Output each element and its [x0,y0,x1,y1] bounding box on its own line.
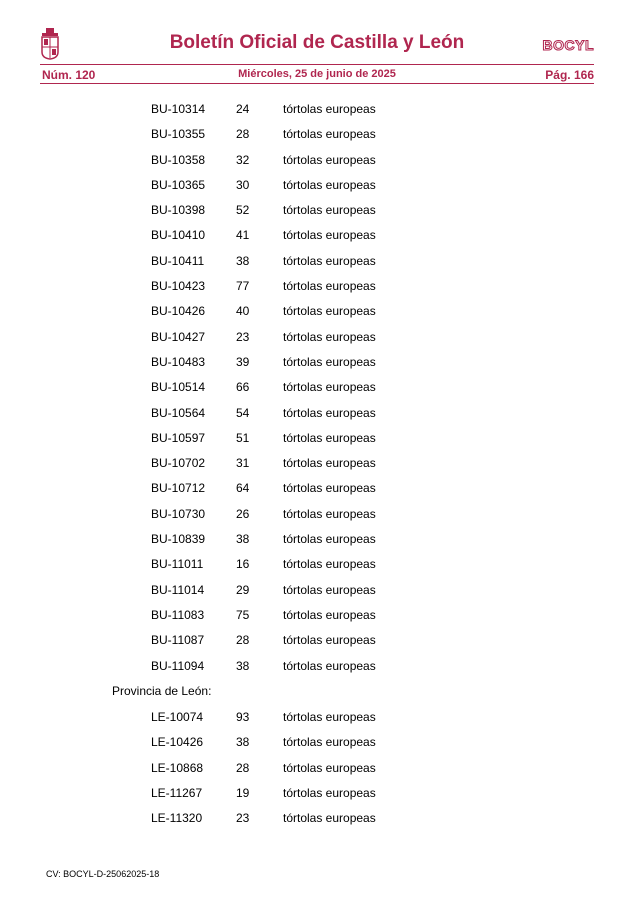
table-row [0,455,634,480]
species-name: tórtolas europeas [283,658,376,673]
bird-count: 38 [236,532,250,547]
table-row [0,531,634,556]
bird-count: 19 [236,785,250,800]
area-code: BU-10483 [151,354,206,369]
species-name: tórtolas europeas [283,456,376,471]
table-row [0,354,634,379]
bird-count: 38 [236,658,250,673]
species-name: tórtolas europeas [283,380,376,395]
species-name: tórtolas europeas [283,481,376,496]
table-row [0,202,634,227]
area-code: BU-10411 [151,253,205,268]
bird-count: 38 [236,735,250,750]
species-name: tórtolas europeas [283,506,376,521]
table-row [0,709,634,734]
area-code: BU-10564 [151,405,206,420]
area-code: BU-10702 [151,456,206,471]
header-rule-bottom [40,83,594,84]
bird-count: 28 [236,760,250,775]
issue-date: Miércoles, 25 de junio de 2025 [238,68,396,80]
species-name: tórtolas europeas [283,152,376,167]
area-code: BU-10423 [151,279,206,294]
species-name: tórtolas europeas [283,329,376,344]
table-row [0,329,634,354]
bird-count: 26 [236,506,250,521]
area-code: LE-10868 [151,760,204,775]
bird-count: 24 [236,102,250,116]
bird-count: 23 [236,811,250,826]
table-row [0,379,634,404]
burgos-table [0,101,634,683]
table-row [0,101,634,126]
area-code: BU-11083 [151,607,205,622]
table-row [0,480,634,505]
area-code: BU-11014 [151,582,205,597]
species-name: tórtolas europeas [283,102,376,116]
area-code: BU-10426 [151,304,206,319]
table-row [0,430,634,455]
table-row [0,658,634,683]
bulletin-title: Boletín Oficial de Castilla y León [169,32,465,53]
species-name: tórtolas europeas [283,710,376,724]
species-name: tórtolas europeas [283,557,376,572]
area-code: LE-11320 [151,811,203,826]
area-code: LE-10074 [151,710,204,724]
table-row [0,760,634,785]
bird-count: 30 [236,177,250,192]
area-code: BU-10427 [151,329,206,344]
species-name: tórtolas europeas [283,354,376,369]
leon-table [0,709,634,835]
province-heading: Provincia de León: [112,684,212,698]
bird-count: 93 [236,710,250,724]
species-name: tórtolas europeas [283,532,376,547]
bird-count: 64 [236,481,250,496]
bird-count: 77 [236,279,250,294]
table-row [0,582,634,607]
bird-count: 39 [236,354,250,369]
cv-code: CV: BOCYL-D-25062025-18 [46,869,160,879]
species-name: tórtolas europeas [283,582,376,597]
bird-count: 51 [236,430,250,445]
area-code: BU-10514 [151,380,206,395]
table-row [0,734,634,759]
bird-count: 54 [236,405,250,420]
species-name: tórtolas europeas [283,279,376,294]
area-code: BU-11094 [151,658,205,673]
species-name: tórtolas europeas [283,633,376,648]
bird-count: 16 [236,557,250,572]
issue-number: Núm. 120 [42,68,96,82]
table-row [0,506,634,531]
bird-count: 28 [236,127,250,142]
species-name: tórtolas europeas [283,760,376,775]
species-name: tórtolas europeas [283,405,376,420]
species-name: tórtolas europeas [283,811,376,826]
table-row [0,278,634,303]
species-name: tórtolas europeas [283,203,376,218]
area-code: BU-10355 [151,127,206,142]
page-number: Pág. 166 [545,68,594,82]
area-code: BU-11087 [151,633,205,648]
area-code: LE-11267 [151,785,203,800]
table-row [0,227,634,252]
area-code: BU-10597 [151,430,206,445]
area-code: BU-10839 [151,532,206,547]
area-code: BU-10712 [151,481,206,496]
species-name: tórtolas europeas [283,785,376,800]
table-row [0,556,634,581]
species-name: tórtolas europeas [283,177,376,192]
bird-count: 31 [236,456,250,471]
area-code: BU-10358 [151,152,206,167]
table-row [0,253,634,278]
header-rule-top [40,64,594,65]
table-row [0,303,634,328]
area-code: LE-10426 [151,735,204,750]
table-row [0,152,634,177]
area-code: BU-10365 [151,177,206,192]
bird-count: 75 [236,607,250,622]
bird-count: 28 [236,633,250,648]
species-name: tórtolas europeas [283,735,376,750]
bird-count: 29 [236,582,250,597]
table-row [0,126,634,151]
species-name: tórtolas europeas [283,228,376,243]
area-code: BU-10398 [151,203,206,218]
bird-count: 40 [236,304,250,319]
area-code: BU-11011 [151,557,204,572]
area-code: BU-10730 [151,506,206,521]
table-row [0,632,634,657]
table-row [0,177,634,202]
area-code: BU-10314 [151,102,206,116]
species-name: tórtolas europeas [283,607,376,622]
bird-count: 66 [236,380,250,395]
bird-count: 23 [236,329,250,344]
table-row [0,810,634,835]
bocyl-logo: BOCYL [542,37,594,53]
bird-count: 38 [236,253,250,268]
species-name: tórtolas europeas [283,304,376,319]
species-name: tórtolas europeas [283,430,376,445]
bird-count: 52 [236,203,250,218]
species-name: tórtolas europeas [283,127,376,142]
bird-count: 41 [236,228,250,243]
table-row [0,405,634,430]
table-row [0,785,634,810]
species-name: tórtolas europeas [283,253,376,268]
area-code: BU-10410 [151,228,206,243]
table-row [0,607,634,632]
bird-count: 32 [236,152,250,167]
